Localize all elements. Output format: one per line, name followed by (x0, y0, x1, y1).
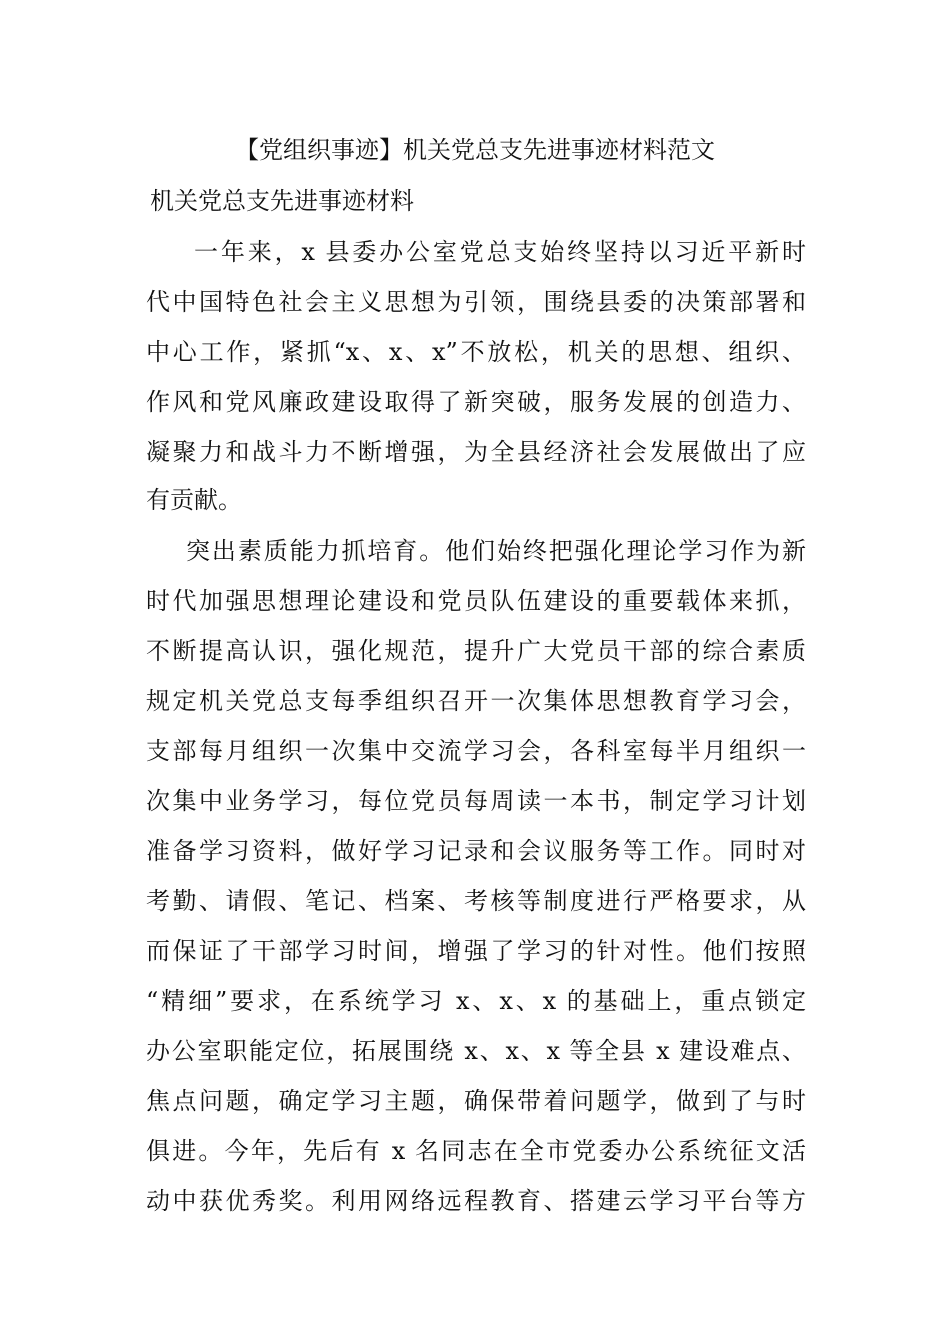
paragraph-line: 规定机关党总支每季组织召开一次集体思想教育学习会， (146, 687, 806, 715)
paragraph-line: 次集中业务学习，每位党员每周读一本书，制定学习计划 (146, 787, 806, 815)
paragraph-line: 动中获优秀奖。利用网络远程教育、搭建云学习平台等方 (146, 1187, 806, 1215)
paragraph-line: 凝聚力和战斗力不断增强，为全县经济社会发展做出了应 (146, 438, 806, 466)
paragraph-line: 支部每月组织一次集中交流学习会，各科室每半月组织一 (146, 737, 806, 765)
paragraph-line: 时代加强思想理论建设和党员队伍建设的重要载体来抓， (146, 587, 806, 615)
paragraph-line: 办公室职能定位，拓展围绕 x、x、x 等全县 x 建设难点、 (146, 1037, 806, 1065)
paragraph-line: 考勤、请假、笔记、档案、考核等制度进行严格要求，从 (146, 887, 806, 915)
paragraph-line: “精细”要求，在系统学习 x、x、x 的基础上，重点锁定 (146, 987, 806, 1015)
paragraph-line: 不断提高认识，强化规范，提升广大党员干部的综合素质 (146, 637, 806, 665)
document-title: 【党组织事迹】机关党总支先进事迹材料范文 (235, 136, 715, 164)
paragraph-line: 代中国特色社会主义思想为引领，围绕县委的决策部署和 (146, 288, 806, 316)
paragraph-line: 焦点问题，确定学习主题，确保带着问题学，做到了与时 (146, 1087, 806, 1115)
paragraph-line: 而保证了干部学习时间，增强了学习的针对性。他们按照 (146, 937, 806, 965)
paragraph-line: 有贡献。 (146, 486, 242, 514)
paragraph-line: 俱进。今年，先后有 x 名同志在全市党委办公系统征文活 (146, 1137, 806, 1165)
paragraph-line: 作风和党风廉政建设取得了新突破，服务发展的创造力、 (146, 388, 806, 416)
document-subtitle: 机关党总支先进事迹材料 (150, 187, 414, 215)
paragraph-line: 一年来，x 县委办公室党总支始终坚持以习近平新时 (194, 238, 806, 266)
paragraph-line: 中心工作，紧抓“x、x、x”不放松，机关的思想、组织、 (146, 338, 806, 366)
paragraph-line: 突出素质能力抓培育。他们始终把强化理论学习作为新 (186, 537, 806, 565)
paragraph-line: 准备学习资料，做好学习记录和会议服务等工作。同时对 (146, 837, 806, 865)
